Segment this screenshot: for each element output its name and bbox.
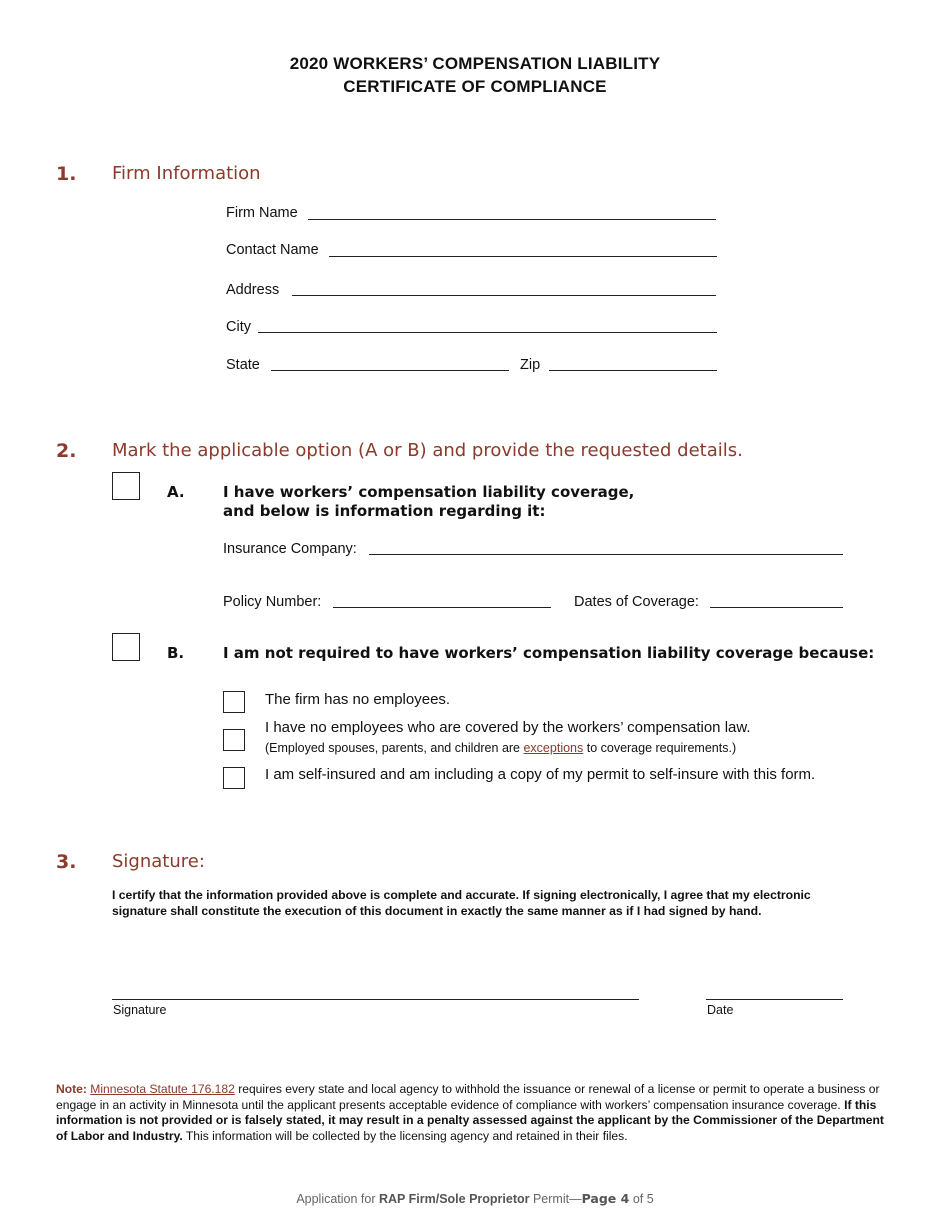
city-label: City [226,319,251,335]
contact-name-field[interactable] [329,256,717,257]
statute-link[interactable]: Minnesota Statute 176.182 [90,1082,235,1096]
footer-permit-type: RAP Firm/Sole Proprietor [379,1192,530,1206]
option-a-text-line-2: and below is information regarding it: [223,502,546,520]
state-label: State [226,357,260,373]
signature-label: Signature [113,1003,167,1017]
footer-mid: Permit— [529,1192,582,1206]
note-bold-text: If this information is not provided or is falsely stated, it may result in a penalty assessed against the applicant by the Commissioner of the Department of Labor and Industry. [56,1097,884,1143]
reason-no-covered-employees-checkbox[interactable] [223,729,245,751]
exceptions-note-pre: (Employed spouses, parents, and children are [265,741,524,755]
zip-field[interactable] [549,370,717,371]
note-text-1: requires every state and local agency to withhold the issuance or renewal of a license or permit to operate a business or engage in an activity in Minnesota until the applicant presents acceptable evidence of compliance with workers’ compensation insurance coverage. [56,1082,880,1112]
footer-pre: Application for [296,1192,379,1206]
statute-note [56,1082,896,1144]
reason-self-insured-checkbox[interactable] [223,767,245,789]
reason-no-covered-employees-text: I have no employees who are covered by the workers’ compensation law. [265,719,751,736]
state-field[interactable] [271,370,509,371]
certification-text: I certify that the information provided above is complete and accurate. If signing electronically, I agree that my electronic signature shall constitute the execution of this document in exactly the same manner as if I had signed by hand. [112,888,811,918]
note-text-2: This information will be collected by the licensing agency and retained in their files. [182,1128,628,1143]
section-3-title: Signature: [112,851,205,872]
date-label: Date [707,1003,734,1017]
address-field[interactable] [292,295,716,296]
option-b-checkbox[interactable] [112,633,140,661]
reason-self-insured-text: I am self-insured and am including a copy of my permit to self-insure with this form. [265,766,816,783]
firm-name-field[interactable] [308,219,716,220]
insurance-company-field[interactable] [369,554,843,555]
option-b-letter: B. [167,644,185,662]
footer-post: of 5 [629,1192,654,1206]
option-a-text [223,483,634,521]
option-a-checkbox[interactable] [112,472,140,500]
zip-label: Zip [520,357,541,373]
footer-page-number: Page 4 [581,1191,630,1206]
contact-name-label: Contact Name [226,242,319,258]
dates-of-coverage-label: Dates of Coverage: [574,594,699,610]
exceptions-note [265,741,736,755]
section-2-title: Mark the applicable option (A or B) and provide the requested details. [112,440,743,461]
date-field[interactable] [706,999,843,1000]
exceptions-note-post: to coverage requirements.) [583,741,737,755]
section-3-number: 3. [56,851,77,873]
policy-number-label: Policy Number: [223,594,322,610]
signature-field[interactable] [112,999,639,1000]
document-title [0,52,950,98]
page-footer [0,1191,950,1206]
exceptions-link[interactable]: exceptions [523,741,584,755]
insurance-company-label: Insurance Company: [223,541,357,557]
section-1-title: Firm Information [112,163,261,184]
policy-number-field[interactable] [333,607,551,608]
section-2-number: 2. [56,440,77,462]
reason-no-employees-checkbox[interactable] [223,691,245,713]
section-1-number: 1. [56,163,77,185]
firm-name-label: Firm Name [226,205,298,221]
city-field[interactable] [258,332,717,333]
option-a-letter: A. [167,483,185,501]
title-line-2: CERTIFICATE OF COMPLIANCE [343,77,607,96]
option-b-text: I am not required to have workers’ compensation liability coverage because: [223,644,875,662]
address-label: Address [226,282,280,298]
option-a-text-line-1: I have workers’ compensation liability coverage, [223,483,635,501]
note-label: Note: [56,1082,87,1096]
reason-no-employees-text: The firm has no employees. [265,691,451,708]
dates-of-coverage-field[interactable] [710,607,843,608]
title-line-1: 2020 WORKERS’ COMPENSATION LIABILITY [289,54,661,73]
